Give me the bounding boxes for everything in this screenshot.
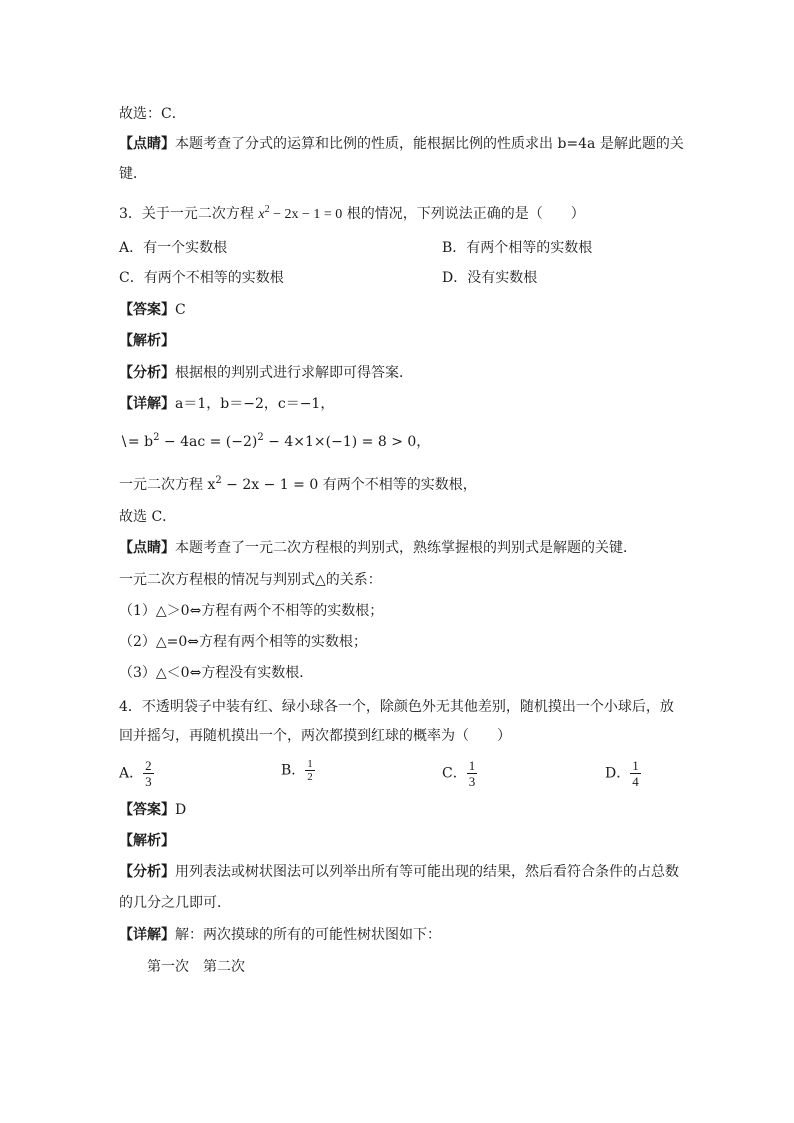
q3-xiangjie: 【详解】a＝1，b＝−2，c＝−1，	[119, 396, 335, 412]
q3-eq: $x^2 - 2x - 1 = 0$	[258, 204, 343, 222]
q4-option-d: D． $\frac{1}{4}$	[605, 758, 639, 789]
q4-fenxi-1: 【分析】用列表法或树状图法可以列举出所有等可能出现的结果，然后看符合条件的占总数	[119, 864, 679, 880]
q4-option-b: B． $\frac{1}{2}$	[281, 758, 313, 783]
q3-option-b: B．有两个相等的实数根	[442, 240, 593, 256]
fraction: $\frac{1}{4}$	[632, 758, 639, 789]
q4-answer: 【答案】D	[119, 802, 187, 818]
q3-dianjing: 【点睛】本题考查了一元二次方程根的判别式，熟练掌握根的判别式是解题的关键．	[119, 540, 637, 556]
text-dianjing: 本题考查了分式的运算和比例的性质，能根据比例的性质求出 b=4a 是解此题的关	[175, 136, 684, 152]
question-4-stem-2: 回并摇匀，再随机摸出一个，两次都摸到红球的概率为（ ）	[119, 728, 511, 744]
q3-guxuan: 故选 C．	[119, 509, 177, 525]
line-dianjing-cont: 键．	[119, 166, 147, 182]
q3-relation-3: （3）△＜0⇔方程没有实数根．	[119, 665, 314, 681]
q3-option-d: D．没有实数根	[442, 270, 538, 286]
q3-option-a: A．有一个实数根	[119, 240, 228, 256]
q4-jiexi: 【解析】	[119, 833, 175, 849]
line-answer-prev: 故选：C．	[119, 106, 186, 122]
q3-relation-title: 一元二次方程根的情况与判别式△的关系：	[119, 572, 382, 588]
q3-fenxi: 【分析】根据根的判别式进行求解即可得答案．	[119, 365, 413, 381]
q3-relation-2: （2）△=0⇔方程有两个相等的实数根；	[119, 634, 368, 650]
q3-relation-1: （1）△＞0⇔方程有两个不相等的实数根；	[119, 603, 384, 619]
q3-jiexi: 【解析】	[119, 333, 175, 349]
q4-tree-header: 第一次 第二次	[147, 959, 245, 975]
question-3-stem	[119, 200, 585, 225]
q4-option-a: A． $\frac{2}{3}$	[119, 758, 152, 789]
q4-xiangjie: 【详解】解：两次摸球的所有的可能性树状图如下：	[119, 927, 441, 943]
tag-dianjing: 【点睛】	[119, 136, 175, 152]
q3-delta-formula: ∖= $b^2 - 4ac = (-2)^2 - 4\times 1\times(-1) = 8 > 0$，	[119, 432, 431, 450]
fraction: $\frac{2}{3}$	[145, 758, 152, 789]
q3-option-c: C．有两个不相等的实数根	[119, 270, 284, 286]
q3-answer: 【答案】C	[119, 302, 186, 318]
question-4-stem-1: 4．不透明袋子中装有红、绿小球各一个，除颜色外无其他差别，随机摸出一个小球后，放	[119, 699, 674, 715]
q4-fenxi-2: 的几分之几即可．	[119, 895, 231, 911]
fraction: $\frac{1}{3}$	[468, 758, 476, 789]
fraction: $\frac{1}{2}$	[307, 758, 313, 783]
q4-option-c: C． $\frac{1}{3}$	[442, 758, 476, 789]
q3-post: 根的情况，下列说法正确的是（ ）	[342, 206, 585, 222]
line-dianjing-prev	[119, 134, 684, 154]
q3-conclusion: 一元二次方程 $x^2 - 2x - 1 = 0$ 有两个不相等的实数根，	[119, 475, 477, 493]
q3-pre: 3．关于一元二次方程	[119, 206, 259, 222]
